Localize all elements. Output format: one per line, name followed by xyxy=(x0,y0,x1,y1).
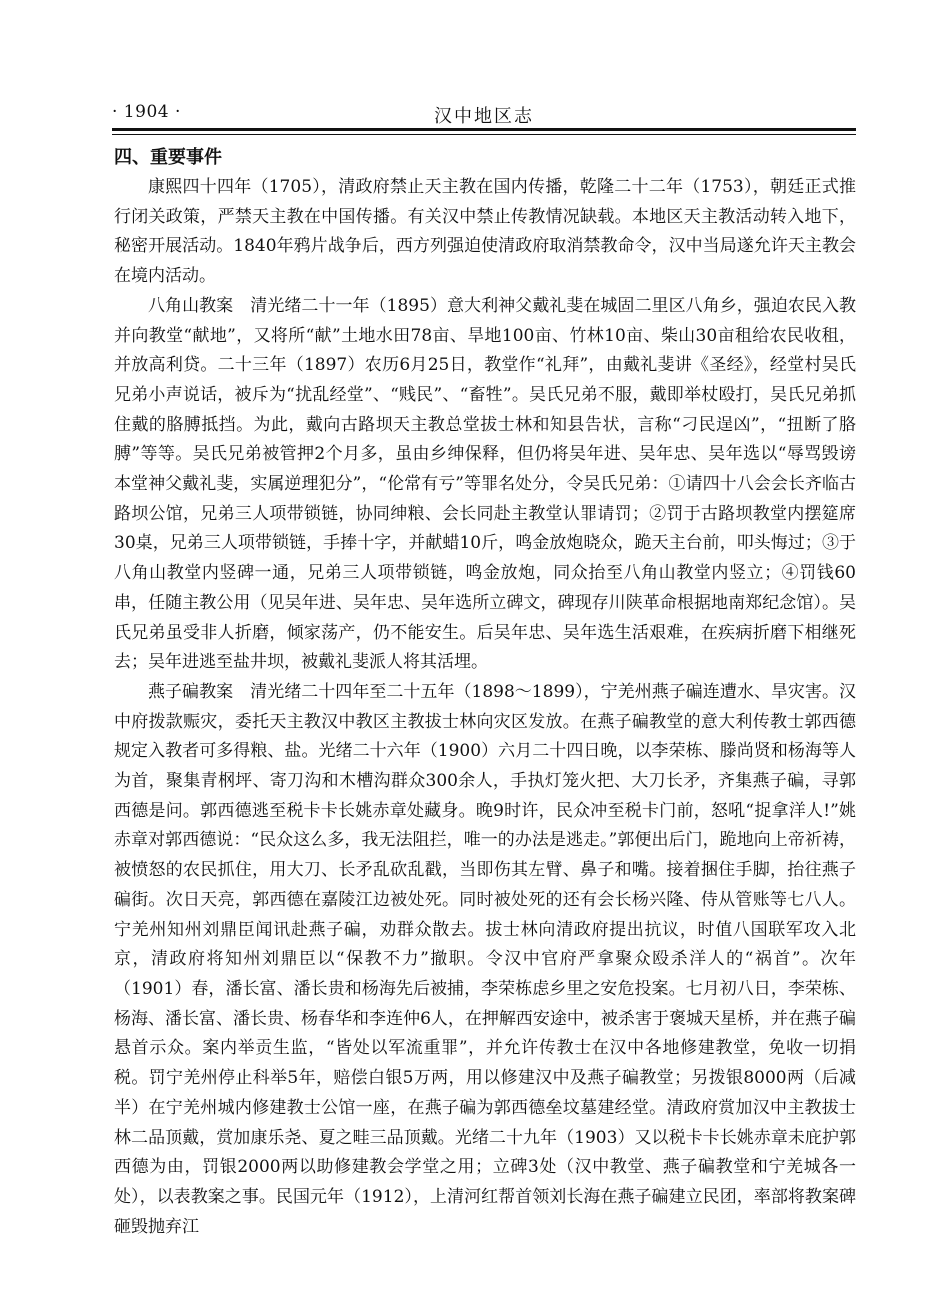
paragraph-text: 康熙四十四年（1705），清政府禁止天主教在国内传播，乾隆二十二年（1753），朝廷正式推行闭关政策，严禁天主教在中国传播。有关汉中禁止传教情况缺载。本地区天主教活动转入地下，秘密开展活动。1840年鸦片战争后，西方列强迫使清政府取消禁教命令，汉中当局遂允许天主教会在境内活动。 xyxy=(114,177,856,287)
header-rule-thick xyxy=(112,128,856,131)
paragraph-yanzibian-case xyxy=(114,678,856,1242)
paragraph-text: 清光绪二十四年至二十五年（1898～1899），宁羌州燕子碥连遭水、旱灾害。汉中府拨款赈灾，委托天主教汉中教区主教拔士林向灾区发放。在燕子碥教堂的意大利传教士郭西德规定入教者可多得粮、盐。光绪二十六年（1900）六月二十四日晚，以李荣栋、滕尚贤和杨海等人为首，聚集青㭎坪、寄刀沟和木槽沟群众300余人，手执灯笼火把、大刀长矛，齐集燕子碥，寻郭西德是问。郭西德逃至税卡卡长姚赤章处藏身。晚9时许，民众冲至税卡门前，怒吼“捉拿洋人!”姚赤章对郭西德说：“民众这么多，我无法阻拦，唯一的办法是逃走。”郭便出后门，跪地向上帝祈祷，被愤怒的农民抓住，用大刀、长矛乱砍乱戳，当即伤其左臂、鼻子和嘴。接着捆住手脚，抬往燕子碥街。次日天亮，郭西德在嘉陵江边被处死。同时被处死的还有会长杨兴隆、侍从管账等七八人。宁羌州知州刘鼎臣闻讯赴燕子碥，劝群众散去。拔士林向清政府提出抗议，时值八国联军攻入北京，清政府将知州刘鼎臣以“保教不力”撤职。令汉中官府严拿聚众殴杀洋人的“祸首”。次年（1901）春，潘长富、潘长贵和杨海先后被捕，李荣栋虑乡里之安危投案。七月初八日，李荣栋、杨海、潘长富、潘长贵、杨春华和李连仲6人，在押解西安途中，被杀害于褒城天星桥，并在燕子碥悬首示众。案内举贡生监，“皆处以军流重罪”，并允许传教士在汉中各地修建教堂，免收一切捐税。罚宁羌州停止科举5年，赔偿白银5万两，用以修建汉中及燕子碥教堂；另拨银8000两（后减半）在宁羌州城内修建教士公馆一座，在燕子碥为郭西德垒坟墓建经堂。清政府赏加汉中主教拔士林二品顶戴，赏加康乐尧、夏之畦三品顶戴。光绪二十九年（1903）又以税卡卡长姚赤章未庇护郭西德为由，罚银2000两以助修建教会学堂之用；立碑3处（汉中教堂、燕子碥教堂和宁羌城各一处），以表教案之事。民国元年（1912），上清河红帮首领刘长海在燕子碥建立民团，率部将教案碑砸毁抛弃江 xyxy=(114,681,857,1237)
section-heading: 四、重要事件 xyxy=(114,147,222,168)
paragraph-text: 清光绪二十一年（1895）意大利神父戴礼斐在城固二里区八角乡，强迫农民入教并向教堂“献地”，又将所“献”土地水田78亩、旱地100亩、竹林10亩、柴山30亩租给农民收租，并放高利贷。二十三年（1897）农历6月25日，教堂作“礼拜”，由戴礼斐讲《圣经》，经堂村吴氏兄弟小声说话，被斥为“扰乱经堂”、“贱民”、“畜牲”。吴氏兄弟不服，戴即举杖殴打，吴氏兄弟抓住戴的胳膊抵挡。为此，戴向古路坝天主教总堂拔士林和知县告状，言称“刁民逞凶”，“扭断了胳膊”等等。吴氏兄弟被管押2个月多，虽由乡绅保释，但仍将吴年进、吴年忠、吴年选以“辱骂毁谤本堂神父戴礼斐，实属逆理犯分”，“伦常有亏”等罪名处分，令吴氏兄弟：①请四十八会会长齐临古路坝公馆，兄弟三人项带锁链，协同绅粮、会长同赴主教堂认罪请罚；②罚于古路坝教堂内摆筵席30桌，兄弟三人项带锁链，手捧十字，并献蜡10斤，鸣金放炮晓众，跪天主台前，叩头悔过；③于八角山教堂内竖碑一通，兄弟三人项带锁链，鸣金放炮，同众抬至八角山教堂内竖立；④罚钱60串，任随主教公用（见吴年进、吴年忠、吴年选所立碑文，碑现存川陕革命根据地南郑纪念馆）。吴氏兄弟虽受非人折磨，倾家荡产，仍不能安生。后吴年忠、吴年选生活艰难，在疾病折磨下相继死去；吴年进逃至盐井坝，被戴礼斐派人将其活埋。 xyxy=(114,295,857,673)
header-rule-thin xyxy=(112,134,856,135)
page-body xyxy=(114,146,856,1242)
case-title: 八角山教案 xyxy=(148,295,234,316)
running-title: 汉中地区志 xyxy=(434,106,534,127)
case-title: 燕子碥教案 xyxy=(148,681,234,702)
page-header xyxy=(112,96,856,126)
page-number: · 1904 · xyxy=(112,102,181,122)
paragraph-bajiaoshan-case xyxy=(114,292,856,678)
paragraph-intro xyxy=(114,173,856,292)
